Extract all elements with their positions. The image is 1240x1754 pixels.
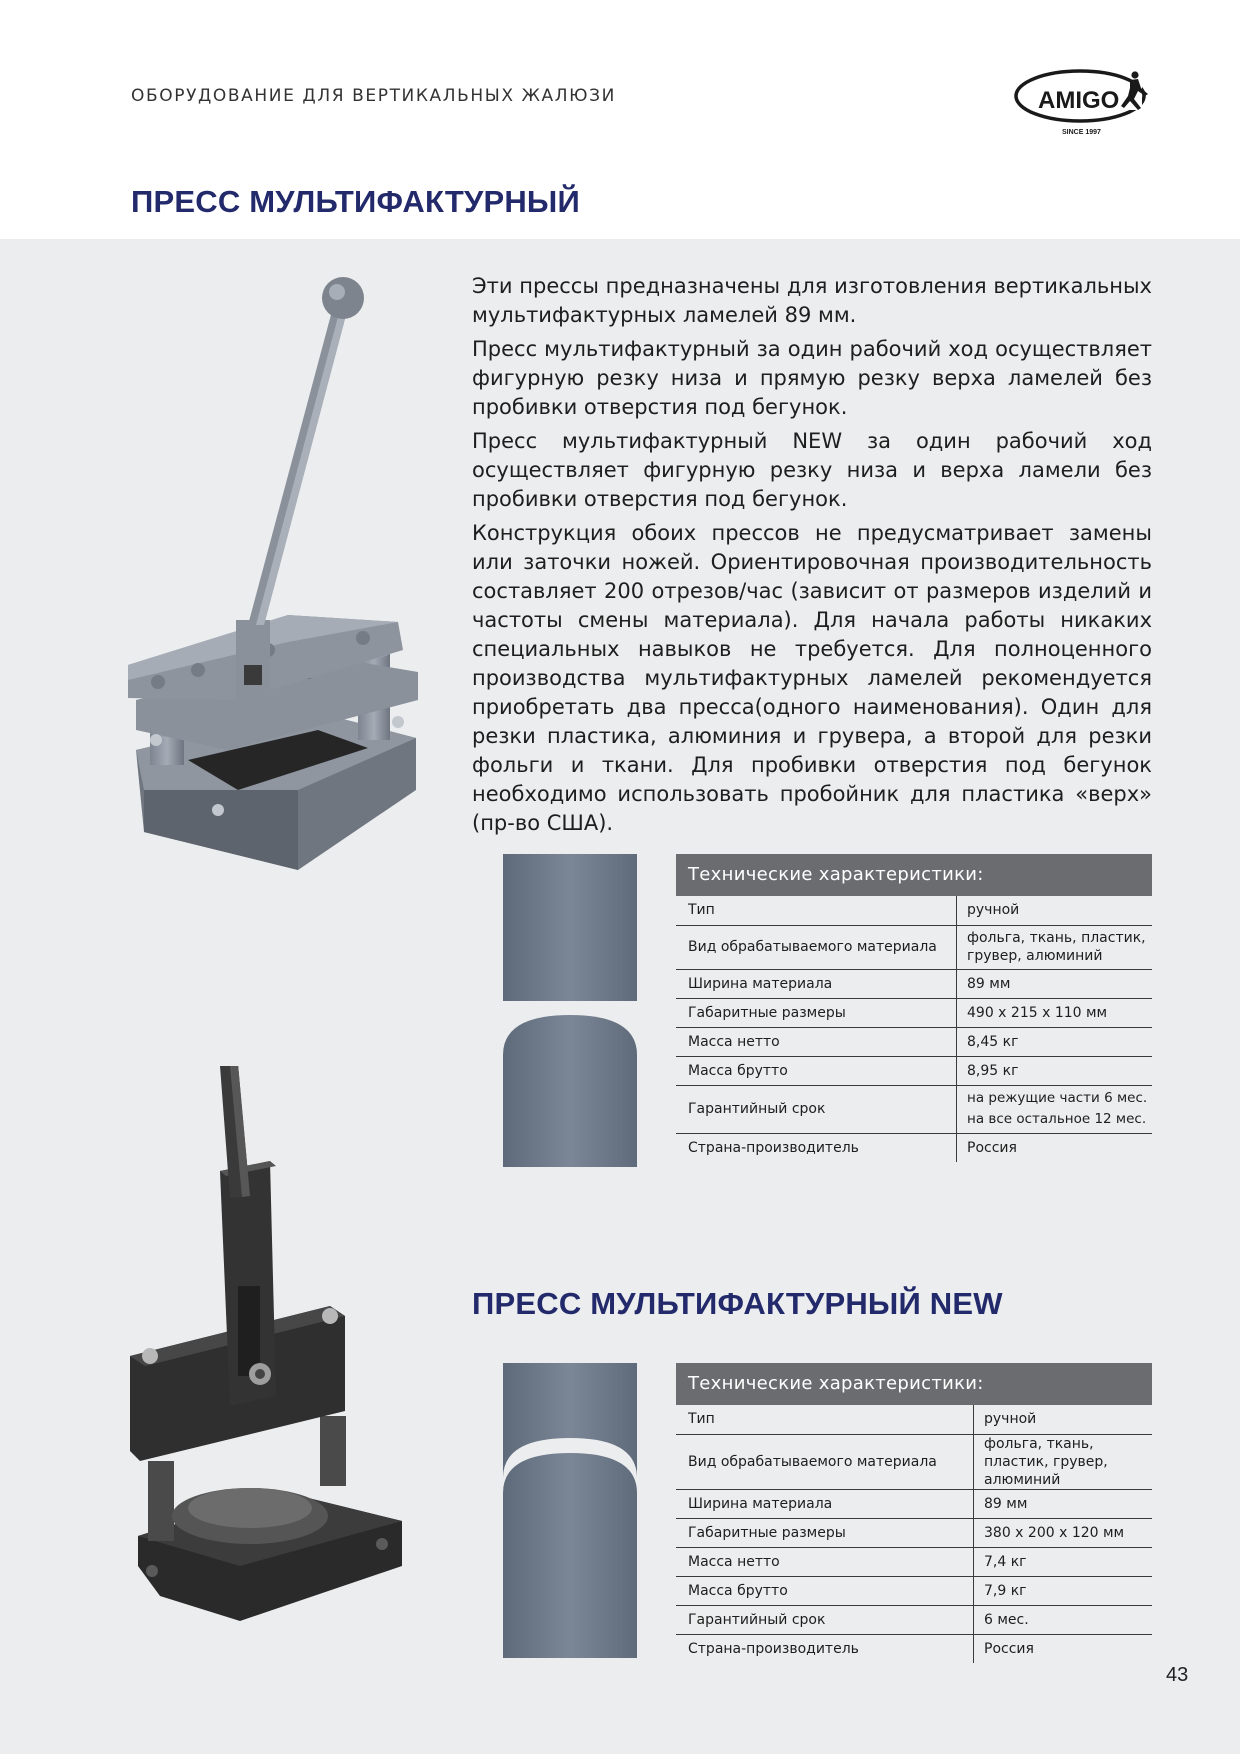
description-paragraph: Эти прессы предназначены для изготовления вертикальных мультифактурных ламелей 89 мм. <box>472 274 1152 327</box>
table-row: Вид обрабатываемого материала фольга, ткань, пластик, грувер, алюминий <box>676 1434 1152 1489</box>
multifactor-press-new-image <box>130 1066 410 1621</box>
multifactor-press-image <box>128 270 428 880</box>
description-paragraph: Конструкция обоих прессов не предусматривает замены или заточки ножей. Ориентировочная производительность составляет 200 отрезов/час (зависит от размеров изделий и частоты смены материала). Для начала работы никаких специальных навыков не требуется. Для полноценного производства мультифактурных ламелей рекомендуется приобретать два пресса(одного наименования). Один для резки пластика, алюминия и грувера, а второй для резки фольги и ткани. Для пробивки отверстия под бегунок необходимо использовать пробойник для пластика «верх» (пр-во США). <box>472 521 1152 835</box>
description-paragraph: Пресс мультифактурный NEW за один рабочий ход осуществляет фигурную резку низа и верха ламели без пробивки отверстия под бегунок. <box>472 429 1152 511</box>
page-number: 43 <box>1166 1664 1189 1686</box>
amigo-logo <box>1012 58 1154 142</box>
slat-sample-curved-cut <box>503 1015 637 1167</box>
logo-since: SINCE 1997 <box>1062 129 1101 136</box>
product-new-title: ПРЕСС МУЛЬТИФАКТУРНЫЙ NEW <box>472 1286 1003 1321</box>
table-row: Масса нетто 7,4 кг <box>676 1547 1152 1576</box>
table-row: Габаритные размеры 490 х 215 х 110 мм <box>676 998 1152 1027</box>
product-title: ПРЕСС МУЛЬТИФАКТУРНЫЙ <box>131 184 580 219</box>
spec-table-new <box>676 1363 1152 1663</box>
table-row: Масса нетто 8,45 кг <box>676 1027 1152 1056</box>
description-paragraph: Пресс мультифактурный за один рабочий ход осуществляет фигурную резку низа и прямую резку верха ламелей без пробивки отверстия под бегунок. <box>472 337 1152 419</box>
slat-sample-new-cut <box>503 1363 637 1658</box>
table-row: Гарантийный срок 6 мес. <box>676 1605 1152 1634</box>
table-row: Масса брутто 8,95 кг <box>676 1056 1152 1085</box>
table-row: Ширина материала 89 мм <box>676 1489 1152 1518</box>
table-row: Страна-производитель Россия <box>676 1634 1152 1663</box>
table-row: Вид обрабатываемого материала фольга, ткань, пластик, грувер, алюминий <box>676 925 1152 969</box>
table-row: Тип ручной <box>676 1405 1152 1434</box>
table-row: Тип ручной <box>676 896 1152 925</box>
table-row: Масса брутто 7,9 кг <box>676 1576 1152 1605</box>
table-row: Габаритные размеры 380 х 200 х 120 мм <box>676 1518 1152 1547</box>
logo-text: AMIGO <box>1038 87 1120 114</box>
spec-table-title: Технические характеристики: <box>676 1363 1152 1405</box>
category-header: ОБОРУДОВАНИЕ ДЛЯ ВЕРТИКАЛЬНЫХ ЖАЛЮЗИ <box>131 86 616 106</box>
table-row: Страна-производитель Россия <box>676 1133 1152 1162</box>
table-row: Гарантийный срок на режущие части 6 мес. на все остальное 12 мес. <box>676 1085 1152 1133</box>
table-row: Ширина материала 89 мм <box>676 969 1152 998</box>
spec-table <box>676 854 1152 1162</box>
slat-sample-straight-cut <box>503 854 637 1001</box>
spec-table-title: Технические характеристики: <box>676 854 1152 896</box>
product-description <box>472 272 1152 843</box>
